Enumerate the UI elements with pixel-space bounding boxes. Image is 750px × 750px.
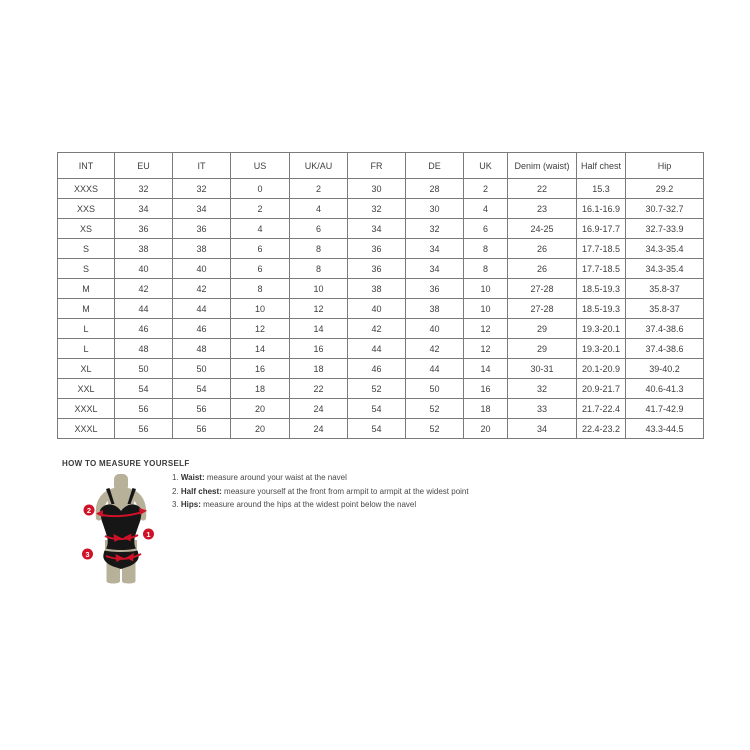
table-cell: 0 xyxy=(231,179,290,199)
table-cell: 54 xyxy=(173,379,231,399)
step-label: Waist: xyxy=(180,473,205,482)
header-cell: IT xyxy=(173,153,231,179)
table-cell: 29 xyxy=(508,319,577,339)
table-cell: 50 xyxy=(173,359,231,379)
table-cell: 16 xyxy=(464,379,508,399)
table-cell: 40.6-41.3 xyxy=(626,379,704,399)
table-row xyxy=(58,419,704,439)
step-number: 2. xyxy=(172,486,179,496)
table-cell: 14 xyxy=(290,319,348,339)
header-cell: UK xyxy=(464,153,508,179)
table-cell: 27-28 xyxy=(508,299,577,319)
table-cell: 22 xyxy=(290,379,348,399)
table-row xyxy=(58,379,704,399)
step-item xyxy=(172,488,469,497)
table-cell: 12 xyxy=(464,339,508,359)
header-cell: INT xyxy=(58,153,115,179)
table-cell: 38 xyxy=(348,279,406,299)
waist-marker-number: 1 xyxy=(146,529,151,539)
table-row xyxy=(58,219,704,239)
table-cell: 6 xyxy=(231,259,290,279)
table-row xyxy=(58,359,704,379)
table-cell: 22 xyxy=(508,179,577,199)
table-cell: 42 xyxy=(348,319,406,339)
table-row xyxy=(58,179,704,199)
table-cell: 10 xyxy=(464,279,508,299)
step-label: Half chest: xyxy=(180,486,222,496)
measurement-figure xyxy=(76,468,168,600)
table-cell: 29 xyxy=(508,339,577,359)
table-cell: 2 xyxy=(231,199,290,219)
table-cell: 36 xyxy=(115,219,173,239)
table-cell: 40 xyxy=(115,259,173,279)
table-cell: 42 xyxy=(406,339,464,359)
step-text: measure around your waist at the navel xyxy=(204,473,347,482)
table-cell: 36 xyxy=(348,239,406,259)
table-cell: S xyxy=(58,239,115,259)
table-cell: 35.8-37 xyxy=(626,279,704,299)
table-cell: 18 xyxy=(290,359,348,379)
table-cell: 20.9-21.7 xyxy=(577,379,626,399)
table-cell: 36 xyxy=(173,219,231,239)
header-cell: EU xyxy=(115,153,173,179)
step-item xyxy=(172,501,469,510)
table-cell: 10 xyxy=(464,299,508,319)
table-cell: 8 xyxy=(464,259,508,279)
table-cell: 48 xyxy=(115,339,173,359)
table-cell: 4 xyxy=(464,199,508,219)
step-label: Hips: xyxy=(180,500,201,509)
table-cell: 32 xyxy=(348,199,406,219)
table-cell: 43.3-44.5 xyxy=(626,419,704,439)
table-cell: 24-25 xyxy=(508,219,577,239)
table-cell: 26 xyxy=(508,259,577,279)
table-cell: 20 xyxy=(464,419,508,439)
table-cell: 15.3 xyxy=(577,179,626,199)
table-cell: 8 xyxy=(231,279,290,299)
table-cell: 30-31 xyxy=(508,359,577,379)
table-cell: 33 xyxy=(508,399,577,419)
table-cell: 34 xyxy=(173,199,231,219)
table-cell: XS xyxy=(58,219,115,239)
header-cell: Hip xyxy=(626,153,704,179)
table-cell: 34 xyxy=(406,259,464,279)
table-cell: 32 xyxy=(115,179,173,199)
table-cell: 10 xyxy=(290,279,348,299)
table-cell: 36 xyxy=(348,259,406,279)
table-cell: 27-28 xyxy=(508,279,577,299)
table-cell: 56 xyxy=(115,399,173,419)
table-cell: XXXL xyxy=(58,419,115,439)
table-cell: 52 xyxy=(406,399,464,419)
table-cell: 39-40.2 xyxy=(626,359,704,379)
table-cell: XL xyxy=(58,359,115,379)
table-cell: 6 xyxy=(290,219,348,239)
table-cell: 19.3-20.1 xyxy=(577,339,626,359)
table-cell: 20.1-20.9 xyxy=(577,359,626,379)
step-number: 3. xyxy=(172,500,179,509)
table-cell: 38 xyxy=(406,299,464,319)
table-cell: 18 xyxy=(464,399,508,419)
chest-marker-number: 2 xyxy=(86,505,92,515)
table-cell: 6 xyxy=(231,239,290,259)
table-cell: 30.7-32.7 xyxy=(626,199,704,219)
table-cell: 34 xyxy=(348,219,406,239)
table-cell: 29.2 xyxy=(626,179,704,199)
table-body xyxy=(58,179,704,439)
table-cell: S xyxy=(58,259,115,279)
table-row xyxy=(58,199,704,219)
table-cell: 56 xyxy=(173,399,231,419)
table-cell: 50 xyxy=(406,379,464,399)
table-cell: 17.7-18.5 xyxy=(577,239,626,259)
table-cell: L xyxy=(58,319,115,339)
table-cell: 44 xyxy=(348,339,406,359)
table-cell: 56 xyxy=(173,419,231,439)
header-cell: DE xyxy=(406,153,464,179)
step-text: measure yourself at the front from armpit to armpit at the widest point xyxy=(221,486,469,496)
table-cell: 30 xyxy=(406,199,464,219)
table-cell: 17.7-18.5 xyxy=(577,259,626,279)
table-cell: 34 xyxy=(406,239,464,259)
table-cell: 22.4-23.2 xyxy=(577,419,626,439)
table-cell: M xyxy=(58,299,115,319)
header-cell: Half chest xyxy=(577,153,626,179)
table-cell: 21.7-22.4 xyxy=(577,399,626,419)
hip-marker-number: 3 xyxy=(85,549,90,559)
table-cell: 23 xyxy=(508,199,577,219)
table-cell: 50 xyxy=(115,359,173,379)
table-cell: 16.9-17.7 xyxy=(577,219,626,239)
table-cell: 44 xyxy=(406,359,464,379)
table-cell: 12 xyxy=(290,299,348,319)
size-chart-table xyxy=(57,152,704,439)
table-cell: XXXL xyxy=(58,399,115,419)
table-cell: 16 xyxy=(231,359,290,379)
table-cell: XXS xyxy=(58,199,115,219)
table-cell: 4 xyxy=(290,199,348,219)
table-cell: 14 xyxy=(231,339,290,359)
table-cell: 32 xyxy=(173,179,231,199)
table-cell: 40 xyxy=(348,299,406,319)
table-cell: 42 xyxy=(115,279,173,299)
table-cell: 30 xyxy=(348,179,406,199)
table-cell: 46 xyxy=(348,359,406,379)
header-cell: UK/AU xyxy=(290,153,348,179)
table-cell: 44 xyxy=(173,299,231,319)
table-cell: 8 xyxy=(290,259,348,279)
table-cell: 18.5-19.3 xyxy=(577,279,626,299)
table-row xyxy=(58,339,704,359)
table-cell: 16.1-16.9 xyxy=(577,199,626,219)
table-cell: 48 xyxy=(173,339,231,359)
table-cell: 24 xyxy=(290,419,348,439)
table-cell: 35.8-37 xyxy=(626,299,704,319)
table-cell: 8 xyxy=(464,239,508,259)
table-cell: 18.5-19.3 xyxy=(577,299,626,319)
table-cell: 32.7-33.9 xyxy=(626,219,704,239)
table-row xyxy=(58,259,704,279)
table-cell: 32 xyxy=(406,219,464,239)
table-cell: 36 xyxy=(406,279,464,299)
table-cell: 14 xyxy=(464,359,508,379)
table-cell: 20 xyxy=(231,419,290,439)
table-cell: 56 xyxy=(115,419,173,439)
table-cell: 54 xyxy=(115,379,173,399)
table-row xyxy=(58,399,704,419)
table-cell: 24 xyxy=(290,399,348,419)
table-cell: 8 xyxy=(290,239,348,259)
table-cell: 2 xyxy=(464,179,508,199)
table-row xyxy=(58,319,704,339)
table-cell: 19.3-20.1 xyxy=(577,319,626,339)
table-row xyxy=(58,299,704,319)
table-cell: 41.7-42.9 xyxy=(626,399,704,419)
table-cell: 26 xyxy=(508,239,577,259)
table-cell: 12 xyxy=(231,319,290,339)
table-cell: XXXS xyxy=(58,179,115,199)
table-cell: 38 xyxy=(173,239,231,259)
step-item xyxy=(172,474,469,483)
table-cell: 38 xyxy=(115,239,173,259)
header-cell: US xyxy=(231,153,290,179)
table-cell: 54 xyxy=(348,399,406,419)
table-cell: XXL xyxy=(58,379,115,399)
table-cell: 2 xyxy=(290,179,348,199)
table-cell: 40 xyxy=(173,259,231,279)
step-text: measure around the hips at the widest point below the navel xyxy=(200,500,417,509)
table-row xyxy=(58,239,704,259)
mannequin-illustration xyxy=(76,468,168,600)
table-cell: 10 xyxy=(231,299,290,319)
table-cell: 37.4-38.6 xyxy=(626,319,704,339)
table-cell: 4 xyxy=(231,219,290,239)
table-cell: 28 xyxy=(406,179,464,199)
step-number: 1. xyxy=(172,473,179,482)
table-cell: 32 xyxy=(508,379,577,399)
table-row xyxy=(58,279,704,299)
measure-steps xyxy=(172,474,469,515)
table-cell: 18 xyxy=(231,379,290,399)
table-cell: 42 xyxy=(173,279,231,299)
table-cell: 34.3-35.4 xyxy=(626,239,704,259)
table-cell: 46 xyxy=(115,319,173,339)
table-cell: 6 xyxy=(464,219,508,239)
table-cell: 44 xyxy=(115,299,173,319)
header-cell: FR xyxy=(348,153,406,179)
table-cell: 52 xyxy=(348,379,406,399)
table-cell: L xyxy=(58,339,115,359)
how-to-measure-heading: HOW TO MEASURE YOURSELF xyxy=(62,459,190,468)
table-cell: 16 xyxy=(290,339,348,359)
table-cell: 20 xyxy=(231,399,290,419)
table-cell: 40 xyxy=(406,319,464,339)
table-cell: 52 xyxy=(406,419,464,439)
table-cell: 34 xyxy=(115,199,173,219)
table-cell: M xyxy=(58,279,115,299)
table-cell: 34.3-35.4 xyxy=(626,259,704,279)
table-cell: 46 xyxy=(173,319,231,339)
table-header-row xyxy=(58,153,704,179)
table-cell: 12 xyxy=(464,319,508,339)
header-cell: Denim (waist) xyxy=(508,153,577,179)
table-cell: 54 xyxy=(348,419,406,439)
table-cell: 37.4-38.6 xyxy=(626,339,704,359)
table-cell: 34 xyxy=(508,419,577,439)
